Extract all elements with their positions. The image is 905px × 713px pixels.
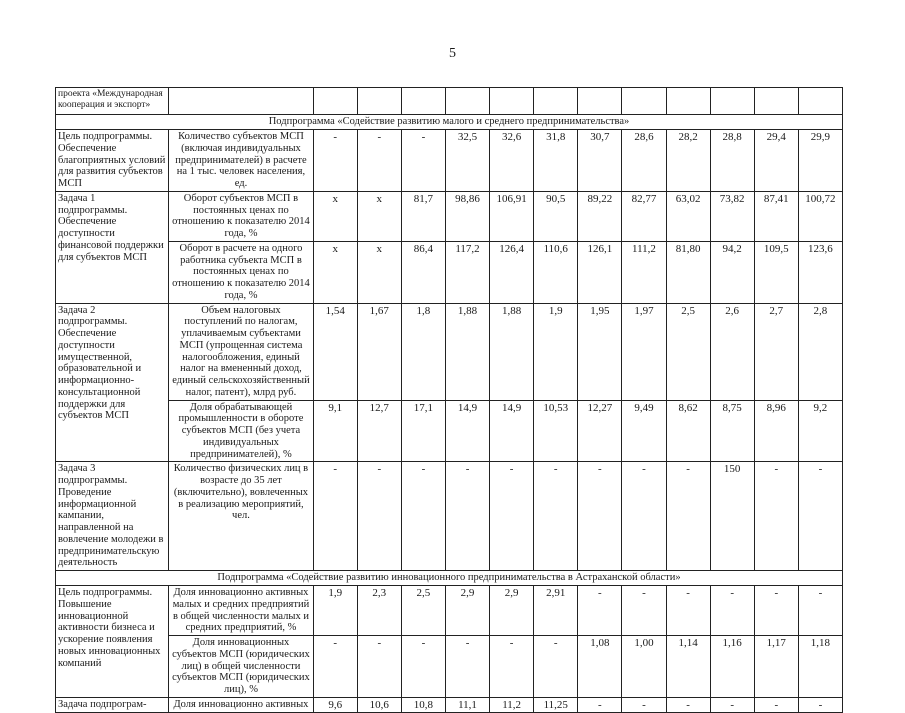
value-cell: - (445, 462, 489, 571)
value-cell: 1,00 (622, 636, 666, 698)
value-cell: 63,02 (666, 191, 710, 241)
value-cell: - (534, 462, 578, 571)
value-cell (710, 88, 754, 115)
value-cell: - (445, 636, 489, 698)
value-cell: 2,5 (666, 303, 710, 400)
value-cell: 100,72 (798, 191, 842, 241)
table-row (56, 636, 843, 698)
value-cell: 150 (710, 462, 754, 571)
indicator-cell: Доля инновационно активных (169, 697, 313, 712)
value-cell: 1,97 (622, 303, 666, 400)
value-cell: 2,91 (534, 586, 578, 636)
value-cell: 8,96 (754, 400, 798, 462)
value-cell: 111,2 (622, 241, 666, 303)
value-cell: - (622, 697, 666, 712)
goal-cell: Задача 3 подпрограммы. Проведение информационной кампании, направленной на вовлечение молодежи в предпринимательскую деятельность (56, 462, 169, 571)
value-cell: 32,6 (490, 130, 534, 192)
indicator-cell: Количество физических лиц в возрасте до 35 лет (включительно), вовлеченных в реализацию мероприятий, чел. (169, 462, 313, 571)
value-cell: 89,22 (578, 191, 622, 241)
value-cell: 106,91 (490, 191, 534, 241)
goal-cell: Цель подпрограммы. Повышение инновационной активности бизнеса и ускорение появления новых инновационных компаний (56, 586, 169, 698)
value-cell: 94,2 (710, 241, 754, 303)
value-cell: - (666, 586, 710, 636)
value-cell: 14,9 (490, 400, 534, 462)
value-cell: 1,88 (445, 303, 489, 400)
value-cell: 12,27 (578, 400, 622, 462)
value-cell: 29,9 (798, 130, 842, 192)
value-cell: 126,4 (490, 241, 534, 303)
goal-cell: Задача подпрограм- (56, 697, 169, 712)
value-cell: 2,3 (357, 586, 401, 636)
value-cell: 1,14 (666, 636, 710, 698)
value-cell (666, 88, 710, 115)
value-cell: 9,2 (798, 400, 842, 462)
value-cell: - (313, 130, 357, 192)
value-cell: - (798, 697, 842, 712)
value-cell: 28,2 (666, 130, 710, 192)
value-cell: 1,8 (401, 303, 445, 400)
value-cell: 110,6 (534, 241, 578, 303)
table-row (56, 586, 843, 636)
value-cell: - (313, 462, 357, 571)
value-cell: 109,5 (754, 241, 798, 303)
value-cell: 10,8 (401, 697, 445, 712)
value-cell (534, 88, 578, 115)
value-cell: 126,1 (578, 241, 622, 303)
value-cell: 11,25 (534, 697, 578, 712)
value-cell: 87,41 (754, 191, 798, 241)
goal-cell: проекта «Международная кооперация и экспорт» (56, 88, 169, 115)
value-cell: 1,9 (313, 586, 357, 636)
indicator-cell: Оборот субъектов МСП в постоянных ценах по отношению к показателю 2014 года, % (169, 191, 313, 241)
value-cell: - (534, 636, 578, 698)
value-cell: 98,86 (445, 191, 489, 241)
value-cell: - (578, 697, 622, 712)
indicator-cell: Доля инновационных субъектов МСП (юридических лиц) в общей численности субъектов МСП (юридических лиц), % (169, 636, 313, 698)
value-cell: 10,53 (534, 400, 578, 462)
table-row (56, 191, 843, 241)
value-cell: x (313, 191, 357, 241)
subprogram-header-row (56, 115, 843, 130)
value-cell: 1,08 (578, 636, 622, 698)
value-cell: x (313, 241, 357, 303)
value-cell: 28,8 (710, 130, 754, 192)
value-cell: 1,88 (490, 303, 534, 400)
value-cell: 11,1 (445, 697, 489, 712)
value-cell: - (754, 462, 798, 571)
value-cell: x (357, 191, 401, 241)
value-cell: 73,82 (710, 191, 754, 241)
value-cell: 28,6 (622, 130, 666, 192)
value-cell: 90,5 (534, 191, 578, 241)
subprogram-title: Подпрограмма «Содействие развитию малого и среднего предпринимательства» (56, 115, 843, 130)
value-cell: 12,7 (357, 400, 401, 462)
value-cell: 9,6 (313, 697, 357, 712)
value-cell: 2,6 (710, 303, 754, 400)
value-cell: 2,7 (754, 303, 798, 400)
value-cell: 81,80 (666, 241, 710, 303)
value-cell: - (710, 697, 754, 712)
goal-cell: Задача 1 подпрограммы. Обеспечение доступности финансовой поддержки для субъектов МСП (56, 191, 169, 303)
indicator-cell (169, 88, 313, 115)
value-cell: 1,9 (534, 303, 578, 400)
value-cell: - (754, 586, 798, 636)
value-cell: - (401, 130, 445, 192)
value-cell: - (357, 130, 401, 192)
indicator-cell: Объем налоговых поступлений по налогам, уплачиваемым субъектами МСП (упрощенная система налогообложения, единый налог на вмененный доход, единый сельскохозяйственный налог, патент), млрд руб. (169, 303, 313, 400)
value-cell: - (490, 462, 534, 571)
value-cell: 2,8 (798, 303, 842, 400)
value-cell: - (622, 586, 666, 636)
value-cell: 123,6 (798, 241, 842, 303)
page-number: 5 (449, 46, 456, 61)
value-cell: 1,95 (578, 303, 622, 400)
value-cell (622, 88, 666, 115)
value-cell: 2,9 (490, 586, 534, 636)
value-cell: - (754, 697, 798, 712)
value-cell: 1,67 (357, 303, 401, 400)
value-cell: 8,75 (710, 400, 754, 462)
table-row (56, 130, 843, 192)
table-row (56, 241, 843, 303)
value-cell: 31,8 (534, 130, 578, 192)
value-cell (401, 88, 445, 115)
value-cell (313, 88, 357, 115)
value-cell: 11,2 (490, 697, 534, 712)
value-cell: 14,9 (445, 400, 489, 462)
table-row (56, 462, 843, 571)
value-cell: - (798, 586, 842, 636)
value-cell (357, 88, 401, 115)
value-cell: - (622, 462, 666, 571)
value-cell: - (313, 636, 357, 698)
value-cell: - (710, 586, 754, 636)
subprogram-title: Подпрограмма «Содействие развитию инновационного предпринимательства в Астраханской области» (56, 571, 843, 586)
table-row (56, 303, 843, 400)
value-cell: 17,1 (401, 400, 445, 462)
goal-cell: Задача 2 подпрограммы. Обеспечение доступности имущественной, образовательной и информационно-консультационной поддержки для субъектов МСП (56, 303, 169, 462)
goal-cell: Цель подпрограммы. Обеспечение благоприятных условий для развития субъектов МСП (56, 130, 169, 192)
value-cell: 32,5 (445, 130, 489, 192)
value-cell: 9,49 (622, 400, 666, 462)
value-cell: 1,18 (798, 636, 842, 698)
value-cell: - (666, 462, 710, 571)
table-row (56, 400, 843, 462)
indicator-cell: Доля инновационно активных малых и средних предприятий в общей численности малых и средних предприятий, % (169, 586, 313, 636)
indicator-cell: Количество субъектов МСП (включая индивидуальных предпринимателей) в расчете на 1 тыс. человек населения, ед. (169, 130, 313, 192)
value-cell (445, 88, 489, 115)
value-cell: - (401, 462, 445, 571)
table-row (56, 697, 843, 712)
value-cell: - (578, 586, 622, 636)
value-cell: - (666, 697, 710, 712)
value-cell: 10,6 (357, 697, 401, 712)
value-cell: - (357, 462, 401, 571)
value-cell: 1,17 (754, 636, 798, 698)
value-cell: 86,4 (401, 241, 445, 303)
value-cell (798, 88, 842, 115)
value-cell: 82,77 (622, 191, 666, 241)
value-cell (578, 88, 622, 115)
value-cell: 117,2 (445, 241, 489, 303)
value-cell: 2,5 (401, 586, 445, 636)
value-cell: x (357, 241, 401, 303)
value-cell (490, 88, 534, 115)
value-cell: - (578, 462, 622, 571)
value-cell (754, 88, 798, 115)
value-cell: 1,54 (313, 303, 357, 400)
value-cell: 9,1 (313, 400, 357, 462)
value-cell: - (490, 636, 534, 698)
value-cell: 8,62 (666, 400, 710, 462)
value-cell: 29,4 (754, 130, 798, 192)
value-cell: - (357, 636, 401, 698)
value-cell: 2,9 (445, 586, 489, 636)
table-row (56, 88, 843, 115)
subprogram-header-row (56, 571, 843, 586)
value-cell: - (401, 636, 445, 698)
indicators-table (55, 87, 843, 713)
value-cell: 1,16 (710, 636, 754, 698)
value-cell: 30,7 (578, 130, 622, 192)
value-cell: 81,7 (401, 191, 445, 241)
indicator-cell: Оборот в расчете на одного работника субъекта МСП в постоянных ценах по отношению к показателю 2014 года, % (169, 241, 313, 303)
indicator-cell: Доля обрабатывающей промышленности в обороте субъектов МСП (без учета индивидуальных предпринимателей), % (169, 400, 313, 462)
value-cell: - (798, 462, 842, 571)
